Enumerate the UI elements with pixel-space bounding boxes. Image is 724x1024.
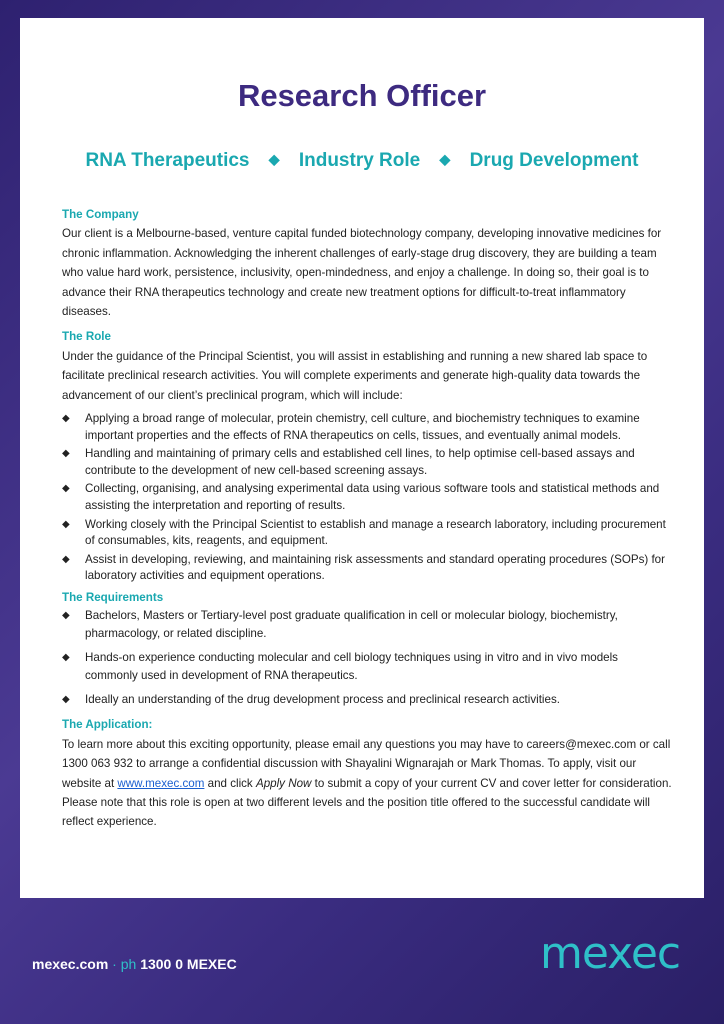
bullet-icon: ◆ [62,610,70,622]
role-bullets [62,411,672,585]
page-title: Research Officer [237,78,487,113]
list-item: ◆ Working closely with the Principal Scientist to establish and manage a research laboratory, including procurement of consumables, kits, reagents, and equipment. [62,517,666,548]
bullet-icon: ◆ [62,518,70,530]
footer-phone: 1300 0 MEXEC [140,956,237,972]
tag-rna: RNA Therapeutics [85,150,250,171]
diamond-icon: ◆ [439,151,451,167]
requirements-bullets [62,607,672,709]
list-item: ◆ Applying a broad range of molecular, protein chemistry, cell culture, and biochemistry techniques to examine important properties and the effects of RNA therapeutics on cells, tissues, and eventually animal models. [62,412,640,442]
list-item: ◆ Hands-on experience conducting molecular and cell biology techniques using in vitro and in vivo models commonly used in development of RNA therapeutics. [62,651,618,683]
footer-separator: · [108,956,121,972]
footer-phone-label: ph [120,956,137,972]
list-item: ◆ Bachelors, Masters or Tertiary-level post graduate qualification in cell or molecular biology, biochemistry, pharmacology, or related discipline. [62,609,618,641]
section-heading-requirements: The Requirements [62,591,164,604]
diamond-icon: ◆ [268,151,280,167]
apply-now-text: Apply Now [255,776,312,790]
application-text: To learn more about this exciting opportunity, please email any questions you may have to careers@mexec.com or call 1300 063 932 to arrange a confidential discussion with Shayalini Wignarajah or Mark Thomas. To apply, visit our website at www.mexec.com and click Apply Now to submit a copy of your current CV and cover letter for consideration. Please note that this role is open at two different levels and the position title offered to the successful candidate will reflect experience. [62,737,672,829]
bullet-icon: ◆ [62,652,70,664]
company-text: Our client is a Melbourne-based, venture capital funded biotechnology company, developing innovative medicines for chronic inflammation. Acknowledging the inherent challenges of early-stage drug discovery, they are building a team who value hard work, persistence, inclusivity, open-mindedness, and enjoy a challenge. In doing so, their goal is to advance their RNA therapeutics technology and create new treatment options for difficult-to-treat inflammatory diseases. [62,227,662,319]
list-item: ◆ Collecting, organising, and analysing experimental data using various software tools and statistical methods and assisting the interpretation and reporting of results. [62,482,660,513]
tag-line [0,150,724,172]
document-body [62,205,672,838]
footer [20,898,704,1006]
bullet-icon: ◆ [62,413,70,425]
bullet-icon: ◆ [62,483,70,495]
tag-industry: Industry Role [298,150,421,171]
mexec-logo: mexec [540,928,681,979]
bullet-icon: ◆ [62,448,70,460]
section-heading-application: The Application: [62,718,153,732]
section-heading-role: The Role [62,330,111,344]
website-link[interactable]: www.mexec.com [117,776,205,790]
bullet-icon: ◆ [62,694,70,706]
footer-site[interactable]: mexec.com [32,956,109,972]
role-text: Under the guidance of the Principal Scientist, you will assist in establishing and running a new shared lab space to facilitate preclinical research activities. You will complete experiments and generate high-quality data towards the advancement of our client’s preclinical program, which will include: [62,349,648,402]
section-heading-company: The Company [62,208,139,221]
footer-contact [32,956,237,972]
bullet-icon: ◆ [62,553,70,565]
list-item: ◆ Assist in developing, reviewing, and maintaining risk assessments and standard operating procedures (SOPs) for laboratory activities and equipment operations. [62,552,665,583]
tag-drug: Drug Development [469,150,639,171]
list-item: ◆ Ideally an understanding of the drug development process and preclinical research activities. [62,691,672,709]
list-item: ◆ Handling and maintaining of primary cells and established cell lines, to help optimise cell-based assays and contribute to the development of new cell-based screening assays. [62,447,635,477]
